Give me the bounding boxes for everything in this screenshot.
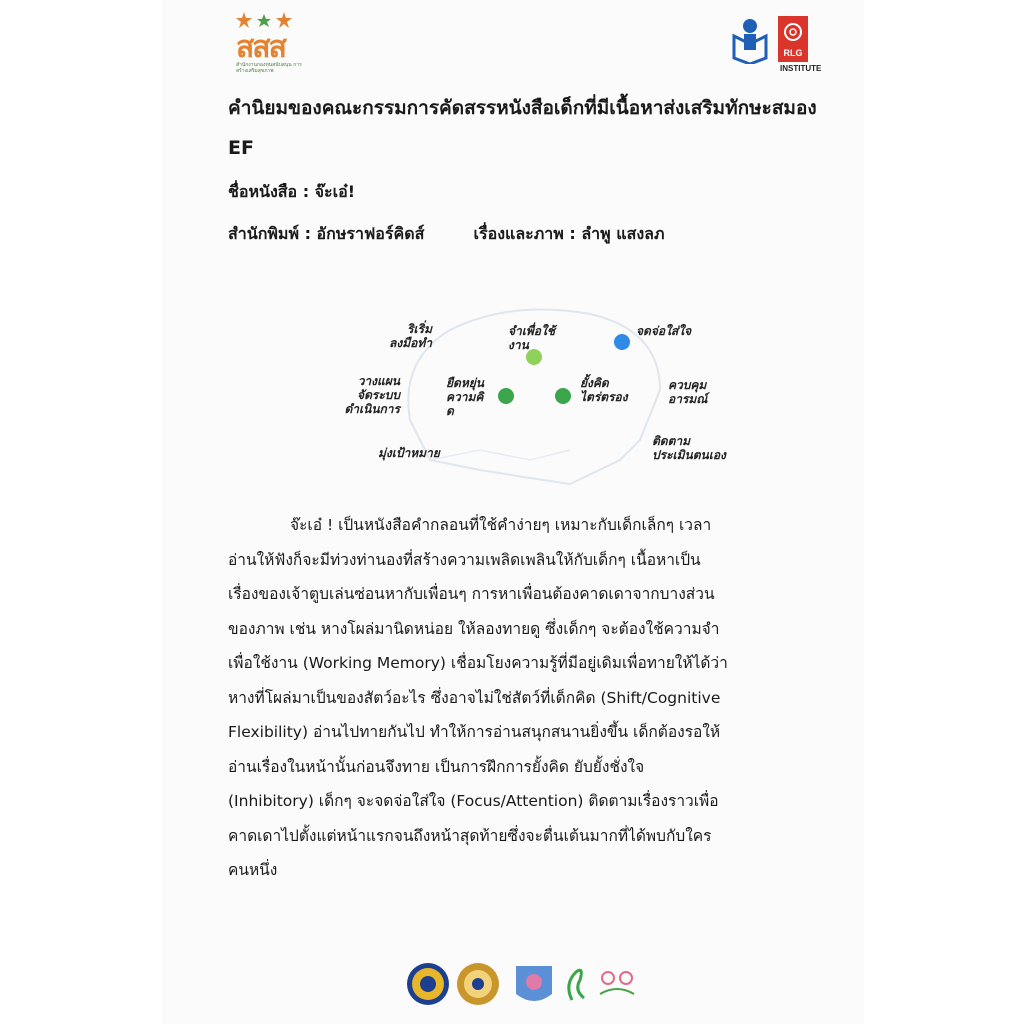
book-icon	[730, 14, 820, 64]
focus-dot	[614, 334, 630, 350]
label-inhibit: ยั้งคิด ไตร่ตรอง	[580, 376, 628, 404]
rlg-institute-label: INSTITUTE	[780, 64, 822, 73]
book-credits	[228, 222, 665, 247]
body-line-1: จ๊ะเอ๋ ! เป็นหนังสือคำกลอนที่ใช้คำง่ายๆ เหมาะกับเด็กเล็กๆ เวลา	[290, 516, 712, 534]
leaf-icon	[569, 970, 584, 1000]
book-publisher: สำนักพิมพ์ : อักษราฟอร์คิดส์	[228, 224, 425, 243]
shift-dot	[498, 388, 514, 404]
book-author: เรื่องและภาพ : ลำพู แสงลภ	[473, 224, 665, 243]
body-line-2: อ่านให้ฟังก็จะมีท่วงท่านองที่สร้างความเพลิดเพลินให้กับเด็กๆ เนื้อหาเป็น	[228, 550, 701, 569]
thaihealth-logo-subtext: สำนักงานกองทุนสนับสนุน การสร้างเสริมสุขภาพ	[236, 62, 302, 74]
sponsor-logos-graphic	[404, 960, 644, 1010]
thaihealth-logo-text: สสส	[236, 31, 285, 64]
body-line-4: ของภาพ เช่น หางโผล่มานิดหน่อย ให้ลองทายดู ซึ่งเด็กๆ จะต้องใช้ความจำ	[228, 619, 720, 638]
thaihealth-logo	[232, 10, 312, 74]
sponsor-logos	[404, 960, 644, 1010]
rlg-institute-logo	[730, 14, 820, 78]
book-name: ชื่อหนังสือ : จ๊ะเอ๋!	[228, 182, 356, 201]
seal-icon-3	[516, 966, 552, 1001]
label-plan: วางแผน จัดระบบ ดำเนินการ	[344, 374, 400, 416]
body-line-10: คาดเดาไปตั้งแต่หน้าแรกจนถึงหน้าสุดท้ายซึ่งจะตื่นเต้นมากที่ได้พบกับใคร	[228, 826, 712, 845]
body-line-9: (Inhibitory) เด็กๆ จะจดจ่อใส่ใจ (Focus/Attention) ติดตามเรื่องราวเพื่อ	[228, 792, 719, 810]
label-initiate: ริเริ่ม ลงมือทำ	[389, 322, 432, 350]
seal-icon-2	[457, 963, 499, 1005]
ef-diagram	[330, 300, 770, 500]
rlg-badge-text: RLG	[783, 48, 803, 58]
label-goal: มุ่งเป้าหมาย	[378, 446, 440, 460]
label-focus: จดจ่อใส่ใจ	[636, 324, 692, 338]
seal-icon-1	[407, 963, 449, 1005]
label-working-memory: จำเพื่อใช้ งาน	[508, 324, 555, 352]
label-shift: ยืดหยุ่น ความคิ ด	[446, 376, 484, 418]
family-icon	[600, 972, 634, 994]
inhibit-dot	[555, 388, 571, 404]
body-line-11: คนหนึ่ง	[228, 861, 278, 879]
body-line-7: Flexibility) อ่านไปทายกันไป ทำให้การอ่านสนุกสนานยิ่งขึ้น เด็กต้องรอให้	[228, 723, 721, 741]
review-paragraph	[228, 508, 828, 888]
body-line-3: เรื่องของเจ้าตูบเล่นซ่อนหากับเพื่อนๆ การหาเพื่อนต้องคาดเดาจากบางส่วน	[228, 585, 715, 603]
body-line-5: เพื่อใช้งาน (Working Memory) เชื่อมโยงความรู้ที่มีอยู่เดิมเพื่อทายให้ได้ว่า	[228, 654, 728, 672]
document-title: คำนิยมของคณะกรรมการคัดสรรหนังสือเด็กที่มีเนื้อหาส่งเสริมทักษะสมอง EF	[228, 97, 817, 159]
body-line-8: อ่านเรื่องในหน้านั้นก่อนจึงทาย เป็นการฝึกการยั้งคิด ยับยั้งชั่งใจ	[228, 757, 645, 776]
label-emotion: ควบคุม อารมณ์	[668, 378, 708, 406]
label-monitor: ติดตาม ประเมินตนเอง	[652, 434, 726, 462]
body-line-6: หางที่โผล่มาเป็นของสัตว์อะไร ซึ่งอาจไม่ใช่สัตว์ที่เด็กคิด (Shift/Cognitive	[228, 688, 721, 707]
